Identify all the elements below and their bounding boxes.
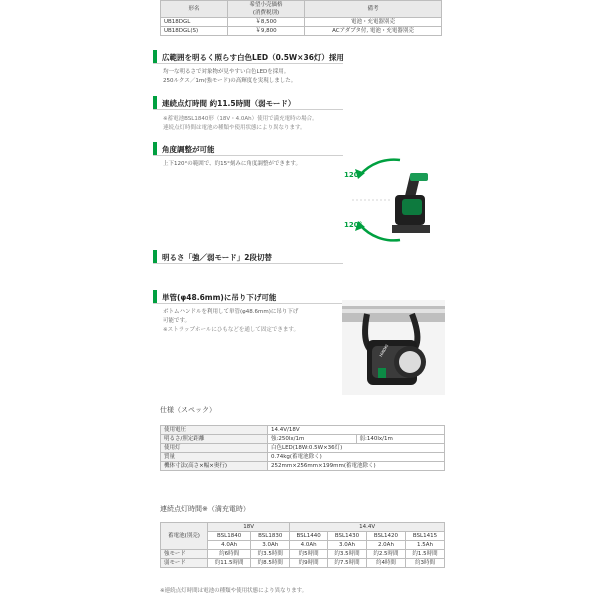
cell-price: ￥8,500 <box>228 18 305 27</box>
angle-label-bottom: 120° <box>344 221 363 229</box>
model-cell: BSL1830 <box>251 532 290 541</box>
runtime-cell: 約3.5時間 <box>251 550 290 559</box>
th-note: 備考 <box>305 1 442 18</box>
runtime-cell: 約7.5時間 <box>327 559 366 568</box>
spec-key: 使用電圧 <box>161 426 268 435</box>
section-title: 連続点灯時間 約11.5時間（弱モード） <box>162 99 296 108</box>
section-runtime <box>153 96 343 109</box>
model-cell: BSL1420 <box>366 532 405 541</box>
body-line: 250ルクス／1m(強モード)の高輝度を実現しました。 <box>163 78 297 84</box>
section-body <box>163 68 296 86</box>
table-row <box>161 453 445 462</box>
divider <box>153 263 343 264</box>
section-body <box>163 115 318 133</box>
model-cell: BSL1840 <box>208 532 251 541</box>
cell-note: 電池・充電器別売 <box>305 18 442 27</box>
spec-key: 明るさ/照定距離 <box>161 435 268 444</box>
section-bar <box>153 290 157 303</box>
body-line: 連続点灯時間は電池の種類や使用状態により異なります。 <box>163 125 306 131</box>
th-price: 希望小売価格 (消費税別) <box>228 1 305 18</box>
section-bar <box>153 96 157 109</box>
spec-key: 質量 <box>161 453 268 462</box>
spec-key: 使用灯 <box>161 444 268 453</box>
angle-illustration <box>340 155 440 245</box>
capacity-cell: 2.0Ah <box>366 541 405 550</box>
runtime-table <box>160 522 445 568</box>
voltage-14v: 14.4V <box>290 523 445 532</box>
runtime-cell: 約3.5時間 <box>327 550 366 559</box>
section-body <box>163 308 299 335</box>
cell-note: ACアダプタ付, 電池・充電器別売 <box>305 27 442 36</box>
spec-title: 仕様（スペック） <box>160 406 216 414</box>
runtime-footnote: ※連続点灯時間は電池の種類や使用状態により異なります。 <box>160 588 308 594</box>
runtime-cell: 約2.5時間 <box>366 550 405 559</box>
section-bar <box>153 50 157 63</box>
section-body <box>163 160 301 169</box>
table-row <box>161 27 442 36</box>
cell-model: UB18DGL(S) <box>161 27 228 36</box>
section-title: 角度調整が可能 <box>162 145 215 154</box>
divider <box>153 109 343 110</box>
table-row <box>161 550 445 559</box>
angle-label-top: 120° <box>344 171 363 179</box>
runtime-cell: 約6時間 <box>208 550 251 559</box>
capacity-cell: 4.0Ah <box>208 541 251 550</box>
hanging-photo <box>342 300 445 395</box>
body-line: 上下120°の範囲で、約15°刻みに角度調整ができます。 <box>163 161 301 167</box>
battery-label: 蓄電池(別売) <box>161 523 208 550</box>
brand-logo: HiKOKI <box>378 343 390 358</box>
divider <box>153 303 343 304</box>
body-line: ボトムハンドルを利用して単管(φ48.6mm)に吊り下げ <box>163 309 299 315</box>
section-white-led <box>153 50 343 63</box>
mode-label: 弱モード <box>161 559 208 568</box>
table-row <box>161 444 445 453</box>
section-title: 明るさ「強／弱モード」2段切替 <box>162 253 272 262</box>
table-row <box>161 435 445 444</box>
capacity-cell: 3.0Ah <box>251 541 290 550</box>
spec-value: 弱:140lx/1m <box>356 435 445 444</box>
runtime-title: 連続点灯時間※（満充電時） <box>160 505 250 513</box>
runtime-cell: 約1.5時間 <box>405 550 444 559</box>
model-cell: BSL1415 <box>405 532 444 541</box>
work-light-hanging-image <box>342 300 445 395</box>
table-row <box>161 559 445 568</box>
divider <box>153 155 343 156</box>
section-bar <box>153 142 157 155</box>
capacity-cell: 3.0Ah <box>327 541 366 550</box>
cell-price: ￥9,800 <box>228 27 305 36</box>
th-model: 形名 <box>161 1 228 18</box>
spec-key: 機体寸法(高さ×幅×奥行) <box>161 462 268 471</box>
runtime-cell: 約8.5時間 <box>251 559 290 568</box>
table-row <box>161 18 442 27</box>
section-angle <box>153 142 343 155</box>
section-bar <box>153 250 157 263</box>
body-line: 均一な明るさで対象物が見やすい白色LEDを採用。 <box>163 69 290 75</box>
divider <box>153 63 343 64</box>
spec-value: 0.74kg(蓄電池除く) <box>268 453 445 462</box>
spec-value: 強:250lx/1m <box>268 435 357 444</box>
cell-model: UB18DGL <box>161 18 228 27</box>
model-cell: BSL1440 <box>290 532 328 541</box>
spec-table <box>160 425 445 471</box>
price-table <box>160 0 442 36</box>
section-hanging <box>153 290 343 303</box>
work-light-angle-image <box>340 155 440 245</box>
body-line: 可能です。 <box>163 318 191 324</box>
voltage-18v: 18V <box>208 523 290 532</box>
table-row <box>161 462 445 471</box>
spec-value: 252mm×256mm×199mm(蓄電池除く) <box>268 462 445 471</box>
model-cell: BSL1430 <box>327 532 366 541</box>
runtime-cell: 約5時間 <box>290 550 328 559</box>
capacity-cell: 4.0Ah <box>290 541 328 550</box>
body-line: ※蓄電池BSL1840形（18V・4.0Ah）使用で満充電時の場合。 <box>163 116 318 122</box>
mode-label: 強モード <box>161 550 208 559</box>
runtime-cell: 約4時間 <box>366 559 405 568</box>
runtime-cell: 約9時間 <box>290 559 328 568</box>
table-row <box>161 523 445 532</box>
section-title: 広範囲を明るく照らす白色LED（0.5W×36灯）採用 <box>162 53 344 62</box>
spec-value: 白色LED(18W:0.5W×36灯) <box>268 444 445 453</box>
body-line: ※ストラップホールにひもなどを通して固定できます。 <box>163 327 299 333</box>
table-row <box>161 426 445 435</box>
price-table-header <box>161 1 442 18</box>
capacity-cell: 1.5Ah <box>405 541 444 550</box>
runtime-cell: 約11.5時間 <box>208 559 251 568</box>
spec-value: 14.4V/18V <box>268 426 445 435</box>
section-mode <box>153 250 343 263</box>
runtime-cell: 約3時間 <box>405 559 444 568</box>
section-title: 単管(φ48.6mm)に吊り下げ可能 <box>162 293 277 302</box>
